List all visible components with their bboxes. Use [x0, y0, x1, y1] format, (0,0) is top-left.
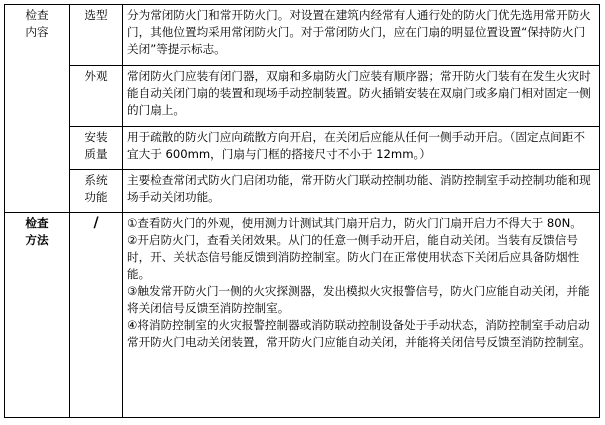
item-name-appearance: 外观	[70, 66, 123, 127]
row-system-function	[5, 170, 600, 213]
method-step-4: ④将消防控制室的火灾报警控制器或消防联动控制设备处于手动状态，消防控制室手动启动常开防火门电动关闭装置，常开防火门应能自动关闭，并能将关闭信号反馈至消防控制室。	[127, 318, 591, 349]
inspect-method-label-line1: 检查	[25, 216, 49, 230]
item-text-install-quality: 用于疏散的防火门应向疏散方向开启，在关闭后应能从任何一侧手动开启。（固定点间距不宜大于 600mm，门扇与门框的搭接尺寸不小于 12mm。）	[123, 127, 600, 170]
row-selection	[5, 5, 600, 66]
inspect-content-label-line1: 检查	[25, 8, 49, 22]
item-name-system-function-line2: 功能	[84, 190, 108, 204]
inspect-content-label	[5, 5, 70, 213]
inspection-table	[4, 4, 600, 418]
method-step-1: ①查看防火门的外观，使用测力计测试其门扇开启力，防火门门扇开启力不得大于 80N。	[127, 216, 582, 230]
row-inspect-method	[5, 213, 600, 418]
inspect-method-label-line2: 方法	[25, 233, 49, 247]
item-name-system-function	[70, 170, 123, 213]
method-step-2: ②开启防火门，查看关闭效果。从门的任意一侧手动开启，能自动关闭。当装有反馈信号时，开、关状态信号能反馈到消防控制室。防火门在正常使用状态下关闭后应具备防烟性能。	[127, 233, 580, 281]
inspect-method-label	[5, 213, 70, 418]
row-appearance	[5, 66, 600, 127]
item-name-install-quality	[70, 127, 123, 170]
item-text-system-function: 主要检查常闭式防火门启闭功能，常开防火门联动控制功能、消防控制室手动控制功能和现场手动关闭功能。	[123, 170, 600, 213]
method-step-3: ③触发常开防火门一侧的火灾探测器，发出模拟火灾报警信号，防火门应能自动关闭，并能将关闭信号反馈至消防控制室。	[127, 284, 590, 315]
item-text-selection: 分为常闭防火门和常开防火门。对设置在建筑内经常有人通行处的防火门优先选用常开防火门，其他位置均采用常闭防火门。对于常闭防火门，应在门扇的明显位置设置“保持防火门关闭”等提示标志。	[123, 5, 600, 66]
inspect-method-steps	[123, 213, 600, 418]
item-name-selection: 选型	[70, 5, 123, 66]
inspect-method-slash: /	[70, 213, 123, 418]
item-name-install-quality-line2: 质量	[84, 147, 108, 161]
inspect-content-label-line2: 内容	[25, 25, 49, 39]
item-name-system-function-line1: 系统	[84, 173, 108, 187]
item-text-appearance: 常闭防火门应装有闭门器，双扇和多扇防火门应装有顺序器；常开防火门装有在发生火灾时能自动关闭门扇的装置和现场手动控制装置。防火插销安装在双扇门或多扇门相对固定一侧的门扇上。	[123, 66, 600, 127]
item-name-install-quality-line1: 安装	[84, 130, 108, 144]
row-install-quality	[5, 127, 600, 170]
